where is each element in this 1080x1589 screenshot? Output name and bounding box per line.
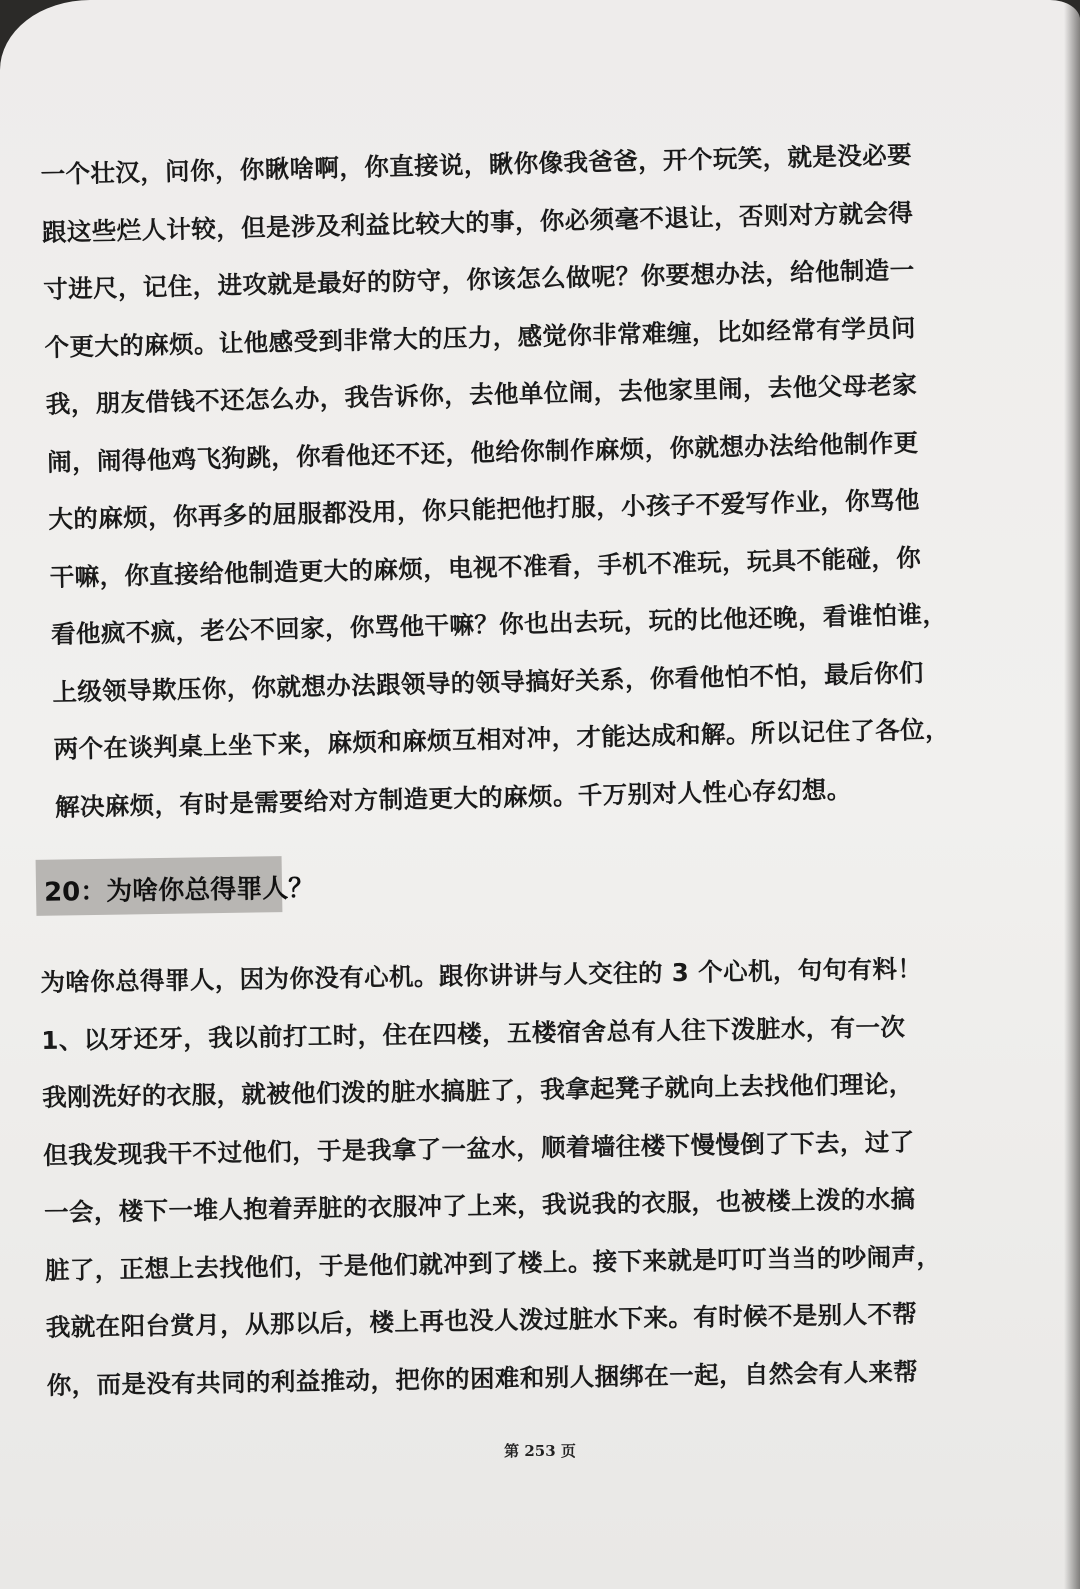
text-line: 但我发现我干不过他们，于是我拿了一盆水，顺着墙往楼下慢慢倒了下去，过了 bbox=[42, 1126, 915, 1170]
text-line: 寸进尺，记住，进攻就是最好的防守，你该怎么做呢？你要想办法，给他制造一 bbox=[42, 255, 915, 304]
text-line: 一会，楼下一堆人抱着弄脏的衣服冲了上来，我说我的衣服，也被楼上泼的水搞 bbox=[43, 1184, 916, 1227]
text-line: 我就在阳台赏月，从那以后，楼上再也没人泼过脏水下来。有时候不是别人不帮 bbox=[45, 1299, 918, 1342]
text-line: 一个壮汉，问你，你瞅啥啊，你直接说，瞅你像我爸爸，开个玩笑，就是没必要 bbox=[40, 140, 913, 189]
text-line: 解决麻烦，有时是需要给对方制造更大的麻烦。千万别对人性心存幻想。 bbox=[54, 774, 852, 822]
text-line: 个更大的麻烦。让他感受到非常大的压力，感觉你非常难缠，比如经常有学员问 bbox=[44, 312, 917, 362]
section-heading-box bbox=[36, 856, 315, 916]
text-line: 看他疯不疯，老公不回家，你骂他干嘛？你也出去玩，玩的比他还晚，看谁怕谁， bbox=[50, 599, 948, 649]
text-line: 闹，闹得他鸡飞狗跳，你看他还不还，他给你制作麻烦，你就想办法给他制作更 bbox=[46, 427, 919, 477]
text-line: 为啥你总得罪人，因为你没有心机。跟你讲讲与人交往的 3 个心机，句句有料！ bbox=[40, 954, 923, 997]
page-edge-shadow bbox=[1064, 0, 1080, 1589]
text-line: 我刚洗好的衣服，就被他们泼的脏水搞脏了，我拿起凳子就向上去找他们理论， bbox=[42, 1069, 914, 1112]
page-number: 第 253 页 bbox=[504, 1442, 576, 1460]
text-line: 1、以牙还牙，我以前打工时，住在四楼，五楼宿舍总有人往下泼脏水，有一次 bbox=[41, 1011, 906, 1055]
text-line: 你，而是没有共同的利益推动，把你的困难和别人捆绑在一起，自然会有人来帮 bbox=[46, 1356, 919, 1400]
text-line: 跟这些烂人计较，但是涉及利益比较大的事，你必须毫不退让，否则对方就会得 bbox=[41, 197, 914, 247]
text-line: 脏了，正想上去找他们，于是他们就冲到了楼上。接下来就是叮叮当当的吵闹声， bbox=[44, 1241, 942, 1285]
text-line: 干嘛，你直接给他制造更大的麻烦，电视不准看，手机不准玩，玩具不能碰，你 bbox=[49, 542, 922, 592]
paragraph-continuation bbox=[40, 126, 955, 836]
text-line: 我，朋友借钱不还怎么办，我告诉你，去他单位闹，去他家里闹，去他父母老家 bbox=[45, 370, 918, 419]
text-line: 上级领导欺压你，你就想办法跟领导的领导搞好关系，你看他怕不怕，最后你们 bbox=[52, 657, 924, 707]
text-line: 两个在谈判桌上坐下来，麻烦和麻烦互相对冲，才能达成和解。所以记住了各位， bbox=[53, 714, 951, 764]
section-heading: 20：为啥你总得罪人？ bbox=[43, 873, 315, 908]
text-line: 大的麻烦，你再多的屈服都没用，你只能把他打服，小孩子不爱写作业，你骂他 bbox=[48, 485, 921, 534]
paragraph-section-20 bbox=[40, 940, 947, 1414]
